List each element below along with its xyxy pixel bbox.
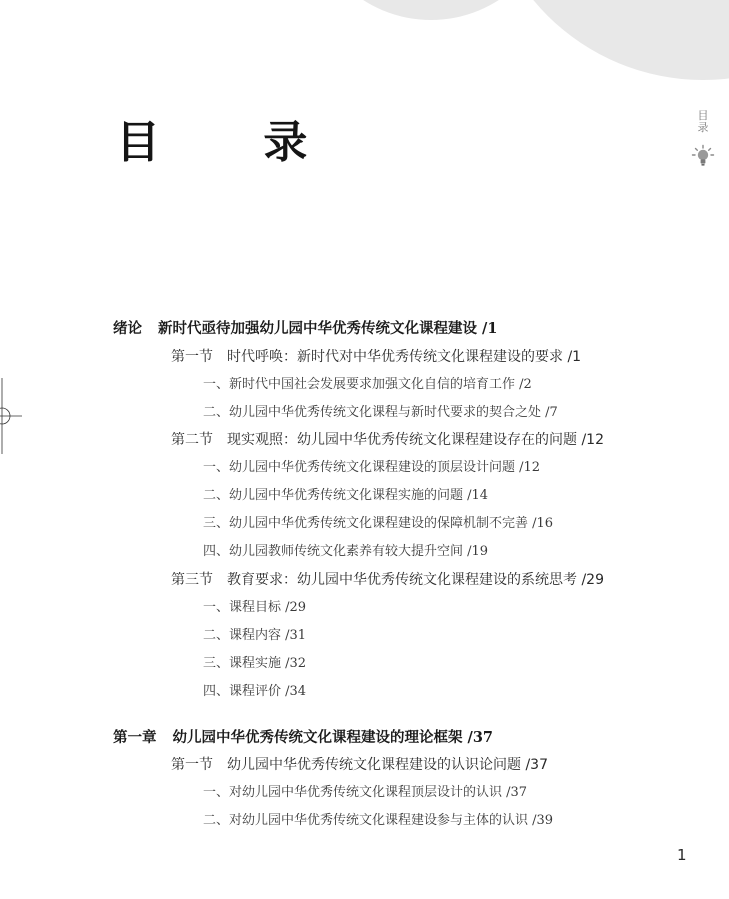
toc-row-text: 四、课程评价 /34 xyxy=(203,684,307,699)
toc-item-row[interactable] xyxy=(203,629,306,642)
toc-row-text: 幼儿园中华优秀传统文化课程建设的认识论问题 /37 xyxy=(227,757,548,773)
toc-item-row[interactable] xyxy=(203,601,306,614)
toc-part-row[interactable] xyxy=(113,322,497,337)
page-title: 目 录 xyxy=(116,117,352,168)
toc-section-row[interactable] xyxy=(171,350,581,364)
toc-row-text: 幼儿园中华优秀传统文化课程建设的理论框架 /37 xyxy=(172,729,494,746)
registration-mark-icon xyxy=(0,378,22,454)
toc-row-text: 一、幼儿园中华优秀传统文化课程建设的顶层设计问题 /12 xyxy=(203,460,541,475)
toc-row-text: 一、新时代中国社会发展要求加强文化自信的培育工作 /2 xyxy=(203,377,532,392)
decorative-circle-left xyxy=(306,0,556,20)
toc-row-text: 二、课程内容 /31 xyxy=(203,628,307,643)
toc-row-text: 二、幼儿园中华优秀传统文化课程与新时代要求的契合之处 /7 xyxy=(203,405,558,420)
toc-part-row[interactable] xyxy=(113,731,493,746)
toc-item-row[interactable] xyxy=(203,517,553,530)
toc-item-row[interactable] xyxy=(203,406,558,419)
toc-row-label: 第二节 xyxy=(171,432,213,448)
lightbulb-icon xyxy=(691,144,715,168)
toc-section-row[interactable] xyxy=(171,573,604,587)
toc-row-label: 绪论 xyxy=(113,320,142,337)
toc-row-text: 一、对幼儿园中华优秀传统文化课程顶层设计的认识 /37 xyxy=(203,785,528,800)
toc-row-text: 二、幼儿园中华优秀传统文化课程实施的问题 /14 xyxy=(203,488,489,503)
toc-item-row[interactable] xyxy=(203,814,553,827)
side-tab-label: 目录 xyxy=(697,109,709,134)
decorative-circle-right xyxy=(483,0,729,80)
page-number: 1 xyxy=(677,846,687,864)
toc-row-text: 三、幼儿园中华优秀传统文化课程建设的保障机制不完善 /16 xyxy=(203,516,554,531)
toc-row-text: 三、课程实施 /32 xyxy=(203,656,307,671)
toc-item-row[interactable] xyxy=(203,685,306,698)
toc-row-text: 新时代亟待加强幼儿园中华优秀传统文化课程建设 /1 xyxy=(158,320,498,337)
toc-row-label: 第三节 xyxy=(171,572,213,588)
toc-row-text: 一、课程目标 /29 xyxy=(203,600,307,615)
toc-item-row[interactable] xyxy=(203,489,488,502)
toc-item-row[interactable] xyxy=(203,657,306,670)
toc-item-row[interactable] xyxy=(203,461,540,474)
toc-row-text: 教育要求：幼儿园中华优秀传统文化课程建设的系统思考 /29 xyxy=(227,572,604,588)
toc-section-row[interactable] xyxy=(171,758,548,772)
toc-item-row[interactable] xyxy=(203,545,488,558)
toc-item-row[interactable] xyxy=(203,786,527,799)
toc-row-label: 第一章 xyxy=(113,729,157,746)
toc-row-text: 四、幼儿园教师传统文化素养有较大提升空间 /19 xyxy=(203,544,489,559)
toc-row-text: 二、对幼儿园中华优秀传统文化课程建设参与主体的认识 /39 xyxy=(203,813,554,828)
toc-row-label: 第一节 xyxy=(171,349,213,365)
toc-row-label: 第一节 xyxy=(171,757,213,773)
toc-item-row[interactable] xyxy=(203,378,532,391)
toc-row-text: 时代呼唤：新时代对中华优秀传统文化课程建设的要求 /1 xyxy=(227,349,582,365)
toc-row-text: 现实观照：幼儿园中华优秀传统文化课程建设存在的问题 /12 xyxy=(227,432,604,448)
toc-section-row[interactable] xyxy=(171,433,604,447)
